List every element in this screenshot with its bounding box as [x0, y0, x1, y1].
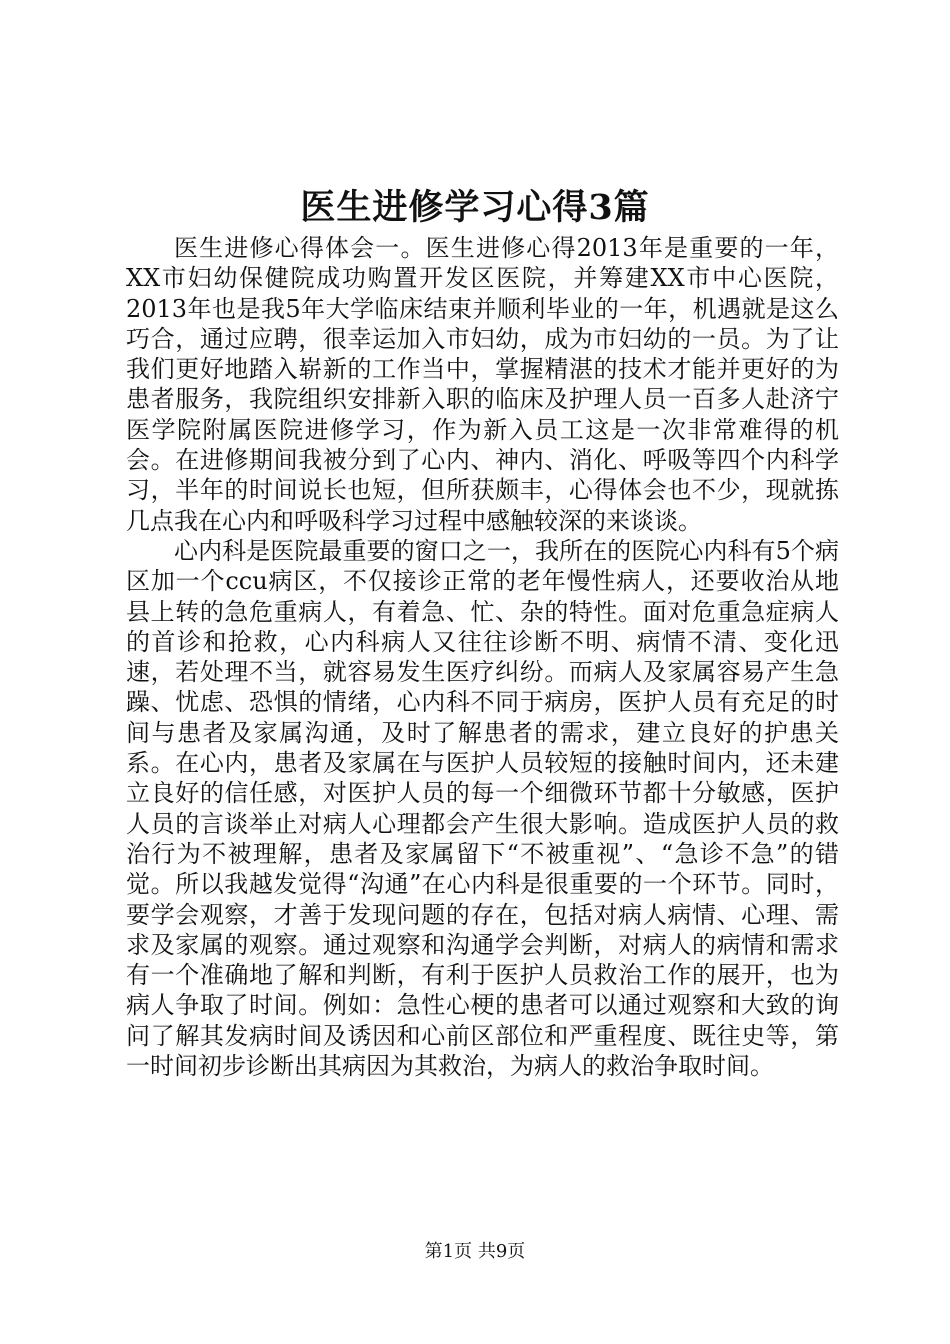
document-title: 医生进修学习心得3篇: [300, 187, 650, 228]
page-number-current: 第1页: [424, 1241, 473, 1262]
page-number-total: 共9页: [477, 1241, 526, 1262]
paragraph-1: 医生进修心得体会一。医生进修心得2013年是重要的一年，XX市妇幼保健院成功购置开发区医院，并筹建XX市中心医院，2013年也是我5年大学临床结束并顺利毕业的一年，机遇就是这么巧合，通过应聘，很幸运加入市妇幼，成为市妇幼的一员。为了让我们更好地踏入崭新的工作当中，掌握精湛的技术才能并更好的为患者服务，我院组织安排新入职的临床及护理人员一百多人赴济宁医学院附属医院进修学习，作为新入员工这是一次非常难得的机会。在进修期间我被分到了心内、神内、消化、呼吸等四个内科学习，半年的时间说长也短，但所获颇丰，心得体会也不少，现就拣几点我在心内和呼吸科学习过程中感触较深的来谈谈。: [126, 234, 839, 535]
document-body: [126, 233, 839, 1081]
page-footer: [0, 1240, 950, 1264]
paragraph-2: 心内科是医院最重要的窗口之一，我所在的医院心内科有5个病区加一个ccu病区，不仅接诊正常的老年慢性病人，还要收治从地县上转的急危重病人，有着急、忙、杂的特性。面对危重急症病人的首诊和抢救，心内科病人又往往诊断不明、病情不清、变化迅速，若处理不当，就容易发生医疗纠纷。而病人及家属容易产生急躁、忧虑、恐惧的情绪，心内科不同于病房，医护人员有充足的时间与患者及家属沟通，及时了解患者的需求，建立良好的护患关系。在心内，患者及家属在与医护人员较短的接触时间内，还未建立良好的信任感，对医护人员的每一个细微环节都十分敏感，医护人员的言谈举止对病人心理都会产生很大影响。造成医护人员的救治行为不被理解，患者及家属留下“不被重视”、“急诊不急”的错觉。所以我越发觉得“沟通”在心内科是很重要的一个环节。同时，要学会观察，才善于发现问题的存在，包括对病人病情、心理、需求及家属的观察。通过观察和沟通学会判断，对病人的病情和需求有一个准确地了解和判断，有利于医护人员救治工作的展开，也为病人争取了时间。例如：急性心梗的患者可以通过观察和大致的询问了解其发病时间及诱因和心前区部位和严重程度、既往史等，第一时间初步诊断出其病因为其救治，为病人的救治争取时间。: [126, 536, 839, 1081]
